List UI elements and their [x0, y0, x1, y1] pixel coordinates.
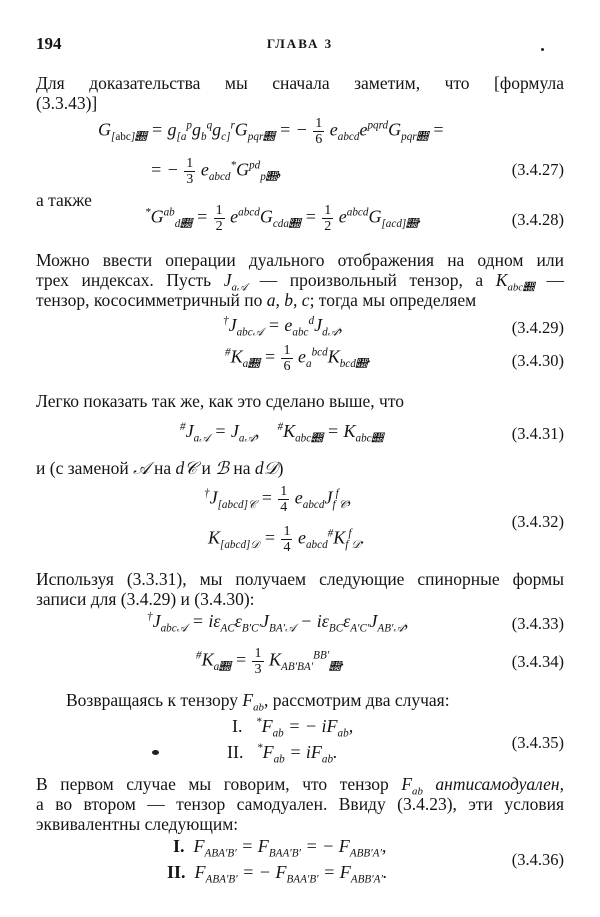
text-line: а также	[36, 190, 92, 210]
page-header	[36, 34, 564, 56]
equation-3-4-31: $^{\#}J_{a𝒜} = J_{a𝒜}$, $^{\#}K_{abc𝒝} = K_{abc𝒝}$	[180, 421, 383, 445]
chapter-title: ГЛАВА 3	[266, 36, 334, 51]
paragraph-replacement	[36, 458, 564, 478]
print-speck	[152, 750, 159, 755]
equation-number: (3.4.36)	[511, 850, 564, 869]
indices-abc: a, b, c	[266, 290, 310, 310]
equation-3-4-36-case2: II. $F_{ABA'B'}$ = − $F_{BAA'B'} = F_{ABB'A'}$.	[167, 862, 388, 886]
equation-3-4-32-line1: $^\dagger J_{[abcd]𝒞}$ = $\frac{1}{4}$ $e_{abcd}J_f^f_𝒞$,	[204, 483, 352, 515]
print-speck	[541, 48, 544, 51]
text-line: Используя (3.3.31), мы получаем следующие спинорные формы	[36, 569, 564, 589]
text-line: (3.3.43)]	[36, 93, 98, 113]
paragraph-returning	[36, 690, 564, 714]
equation-3-4-33: $^\dagger J_{abc𝒜} = i\varepsilon_{AC}\varepsilon_{B'C'}J_{BA'𝒜} - i\varepsilon_{BC}\varepsilon_{A'C'}J_{AB'𝒜}$,	[147, 611, 409, 635]
equation-number: (3.4.35)	[511, 733, 564, 752]
text-line: эквивалентны следующим:	[36, 814, 239, 834]
text-line: а во втором — тензор самодуален. Ввиду (3.4.23), эти условия	[36, 794, 564, 814]
text-line: Возвращаясь к тензору $F_{ab}$, рассмотрим два случая:	[66, 690, 450, 714]
paragraph-intro	[36, 73, 564, 113]
tensor-F: $F_{ab}$	[242, 690, 264, 714]
tensor-F: $F_{ab}$	[401, 774, 423, 798]
text-line: записи для (3.4.29) и (3.4.30):	[36, 589, 255, 609]
tensor-J: $J_{a𝒜}$	[223, 270, 248, 294]
equation-3-4-34: $^{\#}K_{a𝒝}$ = $\frac{1}{3}$ $K_{AB'BA'}^{BB'}_𝒝$.	[196, 645, 345, 677]
text-line: трех индексах. Пусть $J_{a𝒜}$ — произвольный тензор, а $K_{abc𝒝}$ —	[36, 270, 565, 294]
paragraph-easy-show	[36, 391, 564, 411]
equation-3-4-27-line2: = − $\frac{1}{3}$ $e_{abcd}^*G^{pd}_{p𝒝}$,	[150, 155, 282, 187]
equation-3-4-35-case2: II. $^*F_{ab} = iF_{ab}$.	[227, 742, 338, 766]
paragraph-using	[36, 569, 564, 609]
text-line: и (с заменой 𝒜 на d𝒞 и ℬ на d𝒟)	[36, 458, 284, 478]
paragraph-first-case	[36, 774, 564, 834]
equation-3-4-29: $^\dagger J_{abc𝒜} = e_{abc}^dJ_{d𝒜}$,	[223, 315, 343, 339]
page-number: 194	[36, 34, 62, 53]
equation-number: (3.4.27)	[511, 160, 564, 179]
text-line: Легко показать так же, как это сделано выше, что	[36, 391, 405, 411]
text-line: Можно ввести операции дуального отображения на одном или	[36, 250, 564, 270]
tensor-K: $K_{abc𝒝}$	[495, 270, 534, 294]
equation-3-4-32-line2: $K_{[abcd]𝒟}$ = $\frac{1}{4}$ $e_{abcd}^{\#}K_f^f_𝒟$.	[208, 523, 365, 555]
equation-number: (3.4.29)	[511, 318, 564, 337]
text-line: тензор, кососимметричный по a, b, c; тогда мы определяем	[36, 290, 477, 310]
equation-number: (3.4.31)	[511, 424, 564, 443]
equation-3-4-27-line1: $G_{[abc]𝒝} = g_{[a}^pg_b^qg_{c]}^rG_{pqr𝒝}$ = − $\frac{1}{6}$ $e_{abcd}e^{pqrd}G_{pqr𝒝}$ =	[98, 115, 445, 147]
equation-3-4-36-case1: I. $F_{ABA'B'} = F_{BAA'B'}$ = − $F_{ABB'A'}$,	[173, 836, 387, 860]
equation-3-4-28: $^*G^{ab}_{d𝒝}$ = $\frac{1}{2}$ $e^{abcd}G_{cda𝒝}$ = $\frac{1}{2}$ $e^{abcd}G_{[acd]𝒝}$.	[145, 202, 422, 234]
equation-3-4-30: $^{\#}K_{a𝒝}$ = $\frac{1}{6}$ $e_a^{bcd}K_{bcd𝒝}$.	[225, 342, 372, 374]
equation-number: (3.4.33)	[511, 614, 564, 633]
equation-number: (3.4.28)	[511, 210, 564, 229]
text-line: Для доказательства мы сначала заметим, что [формула	[36, 73, 564, 93]
text-line: В первом случае мы говорим, что тензор $F_{ab}$ антисамодуален,	[36, 774, 564, 798]
equation-number: (3.4.34)	[511, 652, 564, 671]
equation-number: (3.4.30)	[511, 351, 564, 370]
equation-3-4-35-case1: I. $^*F_{ab}$ = − $iF_{ab}$,	[232, 716, 354, 740]
equation-number: (3.4.32)	[511, 512, 564, 531]
paragraph-dual-ops	[36, 250, 564, 310]
